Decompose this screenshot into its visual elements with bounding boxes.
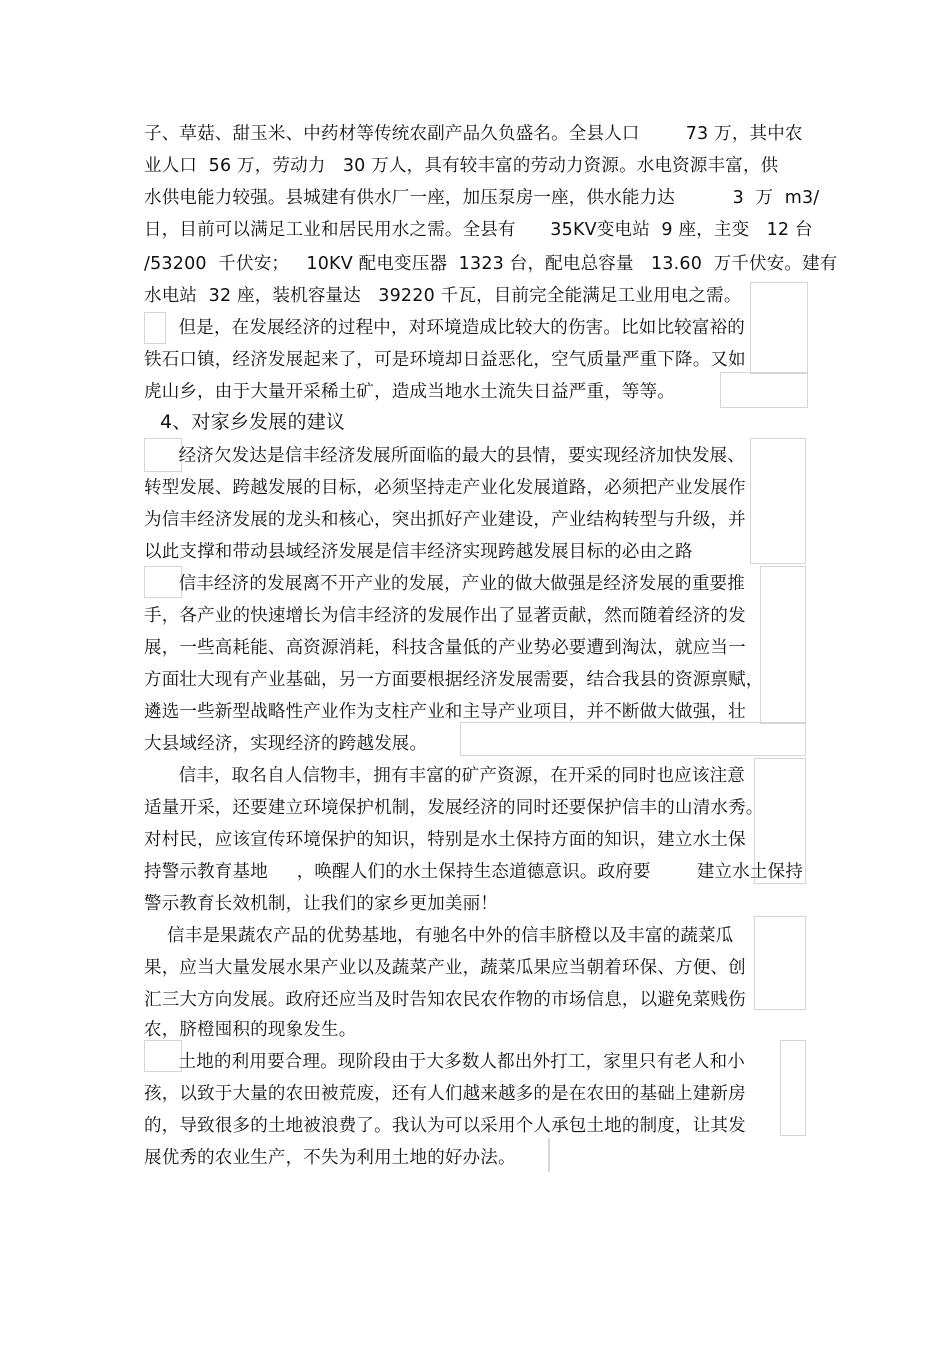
paragraph-line: 信丰是果蔬农产品的优势基地，有驰名中外的信丰脐橙以及丰富的蔬菜瓜 — [144, 926, 734, 946]
paragraph-line: 水电站 32 座，装机容量达 39220 千瓦，目前完全能满足工业用电之需。 — [144, 286, 742, 306]
cell-border — [754, 916, 806, 1010]
paragraph-line: 铁石口镇，经济发展起来了，可是环境却日益恶化，空气质量严重下降。又如 — [144, 350, 746, 370]
cell-border — [780, 1040, 806, 1136]
paragraph-line: 遴选一些新型战略性产业作为支柱产业和主导产业项目，并不断做大做强，壮 — [144, 702, 746, 722]
paragraph-line: 以此支撑和带动县域经济发展是信丰经济实现跨越发展目标的必由之路 — [144, 542, 693, 562]
paragraph-line: 但是，在发展经济的过程中，对环境造成比较大的伤害。比如比较富裕的 — [144, 318, 745, 338]
paragraph-line: 信丰，取名自人信物丰，拥有丰富的矿产资源，在开采的同时也应该注意 — [144, 766, 745, 786]
paragraph-line: /53200 千伏安； 10KV 配电变压器 1323 台，配电总容量 13.60 万千伏安。建有 — [144, 254, 838, 274]
paragraph-line: 孩，以致于大量的农田被荒废，还有人们越来越多的是在农田的基础上建新房 — [144, 1084, 746, 1104]
cell-border — [548, 1138, 550, 1172]
paragraph-line: 对村民，应该宣传环境保护的知识，特别是水土保持方面的知识，建立水土保 — [144, 830, 746, 850]
cell-border — [750, 438, 806, 564]
cell-border — [720, 372, 808, 408]
paragraph-line: 为信丰经济发展的龙头和核心，突出抓好产业建设，产业结构转型与升级，并 — [144, 510, 746, 530]
paragraph-line: 子、草菇、甜玉米、中药材等传统农副产品久负盛名。全县人口 73 万，其中农 — [144, 124, 803, 144]
paragraph-line: 转型发展、跨越发展的目标，必须坚持走产业化发展道路，必须把产业发展作 — [144, 478, 746, 498]
paragraph-line: 土地的利用要合理。现阶段由于大多数人都出外打工，家里只有老人和小 — [144, 1052, 745, 1072]
paragraph-line: 汇三大方向发展。政府还应当及时告知农民农作物的市场信息，以避免菜贱伤 — [144, 990, 746, 1010]
paragraph-line: 信丰经济的发展离不开产业的发展，产业的做大做强是经济发展的重要推 — [144, 574, 745, 594]
paragraph-line: 展优秀的农业生产，不失为利用土地的好办法。 — [144, 1148, 516, 1168]
paragraph-line: 的，导致很多的土地被浪费了。我认为可以采用个人承包土地的制度，让其发 — [144, 1116, 746, 1136]
paragraph-line: 展，一些高耗能、高资源消耗，科技含量低的产业势必要遭到淘汰，就应当一 — [144, 638, 746, 658]
paragraph-line: 业人口 56 万，劳动力 30 万人，具有较丰富的劳动力资源。水电资源丰富，供 — [144, 156, 779, 176]
paragraph-line: 日，目前可以满足工业和居民用水之需。全县有 35KV变电站 9 座，主变 12 台 — [144, 220, 813, 240]
paragraph-line: 方面壮大现有产业基础，另一方面要根据经济发展需要，结合我县的资源禀赋， — [144, 670, 764, 690]
paragraph-line: 农，脐橙囤积的现象发生。 — [144, 1020, 357, 1040]
paragraph-line: 水供电能力较强。县城建有供水厂一座，加压泵房一座，供水能力达 3 万 m3/ — [144, 188, 820, 208]
cell-border — [760, 566, 806, 724]
section-heading: 4、对家乡发展的建议 — [160, 411, 346, 433]
paragraph-line: 果，应当大量发展水果产业以及蔬菜产业，蔬菜瓜果应当朝着环保、方便、创 — [144, 958, 746, 978]
paragraph-line: 适量开采，还要建立环境保护机制，发展经济的同时还要保护信丰的山清水秀。 — [144, 798, 764, 818]
paragraph-line: 经济欠发达是信丰经济发展所面临的最大的县情，要实现经济加快发展、 — [144, 446, 745, 466]
cell-border — [750, 282, 808, 374]
paragraph-line: 大县域经济，实现经济的跨越发展。 — [144, 734, 428, 754]
paragraph-line: 手，各产业的快速增长为信丰经济的发展作出了显著贡献，然而随着经济的发 — [144, 606, 746, 626]
paragraph-line: 虎山乡，由于大量开采稀土矿，造成当地水土流失日益严重，等等。 — [144, 382, 675, 402]
paragraph-line: 警示教育长效机制，让我们的家乡更加美丽！ — [144, 894, 498, 914]
paragraph-line: 持警示教育基地 ，唤醒人们的水土保持生态道德意识。政府要 建立水土保持 — [144, 862, 804, 882]
